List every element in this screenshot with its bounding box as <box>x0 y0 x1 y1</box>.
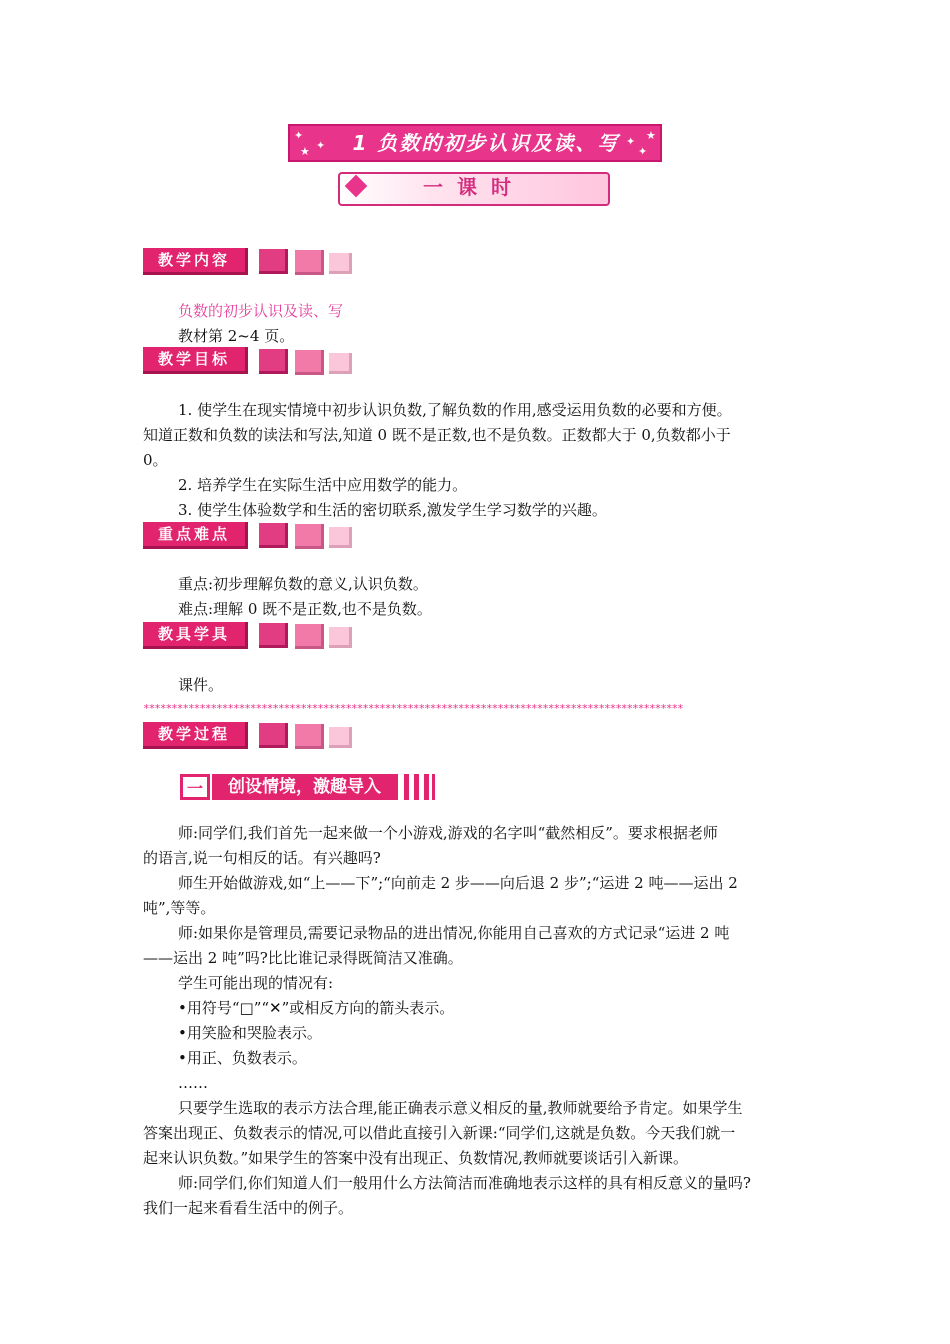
goal-line: 2. 培养学生在实际生活中应用数学的能力。 <box>178 476 468 494</box>
decor-stripe <box>404 774 409 800</box>
lesson-label: 一课时 <box>423 175 525 199</box>
process-line: 师:同学们,你们知道人们一般用什么方法简洁而准确地表示这样的具有相反意义的量吗? <box>178 1174 751 1192</box>
decor-square <box>259 723 288 748</box>
section-label-tools: 教具学具 <box>143 622 248 649</box>
process-line: •用笑脸和哭脸表示。 <box>178 1024 322 1042</box>
process-line: 只要学生选取的表示方法合理,能正确表示意义相反的量,教师就要给予肯定。如果学生 <box>178 1099 743 1117</box>
decor-square <box>295 350 324 375</box>
goal-line: 知道正数和负数的读法和写法,知道 0 既不是正数,也不是负数。正数都大于 0,负数都小于 <box>143 426 731 444</box>
decor-square <box>329 353 352 374</box>
decor-square <box>295 250 324 275</box>
content-topic: 负数的初步认识及读、写 <box>178 302 344 320</box>
decor-square <box>329 253 352 274</box>
decor-square <box>259 349 288 374</box>
decor-square <box>259 523 288 548</box>
star-icon: ★ <box>646 129 656 142</box>
goal-line: 0。 <box>143 451 168 469</box>
process-line: 答案出现正、负数表示的情况,可以借此直接引入新课:“同学们,这就是负数。今天我们就一 <box>143 1124 736 1142</box>
decor-stripe <box>432 774 435 800</box>
star-icon: ✦ <box>626 135 636 148</box>
difficulty-point: 难点:理解 0 既不是正数,也不是负数。 <box>178 600 432 618</box>
process-line: 师:同学们,我们首先一起来做一个小游戏,游戏的名字叫“截然相反”。要求根据老师 <box>178 824 718 842</box>
section-label-process: 教学过程 <box>143 722 248 749</box>
part-title: 创设情境，激趣导入 <box>212 774 398 800</box>
goal-line: 1. 使学生在现实情境中初步认识负数,了解负数的作用,感受运用负数的必要和方便。 <box>178 401 732 419</box>
process-line: 师生开始做游戏,如“上——下”;“向前走 2 步——向后退 2 步”;“运进 2 吨——运出 2 <box>178 874 738 892</box>
process-line: 吨”,等等。 <box>143 899 216 917</box>
section-label-keypoints: 重点难点 <box>143 522 248 549</box>
key-point: 重点:初步理解负数的意义,认识负数。 <box>178 575 428 593</box>
section-label-goals: 教学目标 <box>143 347 248 374</box>
star-icon: ✦ <box>316 139 326 152</box>
decor-stripe <box>414 774 419 800</box>
section-label-content: 教学内容 <box>143 248 248 275</box>
process-line: •用符号“□”“✕”或相反方向的箭头表示。 <box>178 999 455 1017</box>
process-line: …… <box>178 1074 208 1092</box>
page-title: 1 负数的初步认识及读、写 <box>352 131 620 155</box>
process-line: •用正、负数表示。 <box>178 1049 307 1067</box>
decor-square <box>295 724 324 749</box>
star-icon: ★ <box>300 145 310 158</box>
decor-square <box>259 623 288 648</box>
process-line: 我们一起来看看生活中的例子。 <box>143 1199 354 1217</box>
process-line: 师:如果你是管理员,需要记录物品的进出情况,你能用自己喜欢的方式记录“运进 2 吨 <box>178 924 730 942</box>
star-icon: ✦ <box>638 145 648 158</box>
decor-square <box>329 627 352 648</box>
decor-stripe <box>424 774 429 800</box>
tools-text: 课件。 <box>178 676 224 694</box>
decor-square <box>295 624 324 649</box>
decor-square <box>329 527 352 548</box>
decor-square <box>295 524 324 549</box>
process-line: 的语言,说一句相反的话。有兴趣吗? <box>143 849 381 867</box>
star-icon: ✦ <box>294 129 304 142</box>
decor-square <box>259 249 288 274</box>
process-line: ——运出 2 吨”吗?比比谁记录得既简洁又准确。 <box>143 949 463 967</box>
decor-square <box>329 727 352 748</box>
content-pages: 教材第 2~4 页。 <box>178 327 295 345</box>
process-line: 学生可能出现的情况有: <box>178 974 334 992</box>
process-line: 起来认识负数。”如果学生的答案中没有出现正、负数情况,教师就要谈话引入新课。 <box>143 1149 688 1167</box>
divider: ************************************************************************************************ <box>143 702 683 715</box>
part-number: 一 <box>180 774 210 800</box>
goal-line: 3. 使学生体验数学和生活的密切联系,激发学生学习数学的兴趣。 <box>178 501 607 519</box>
